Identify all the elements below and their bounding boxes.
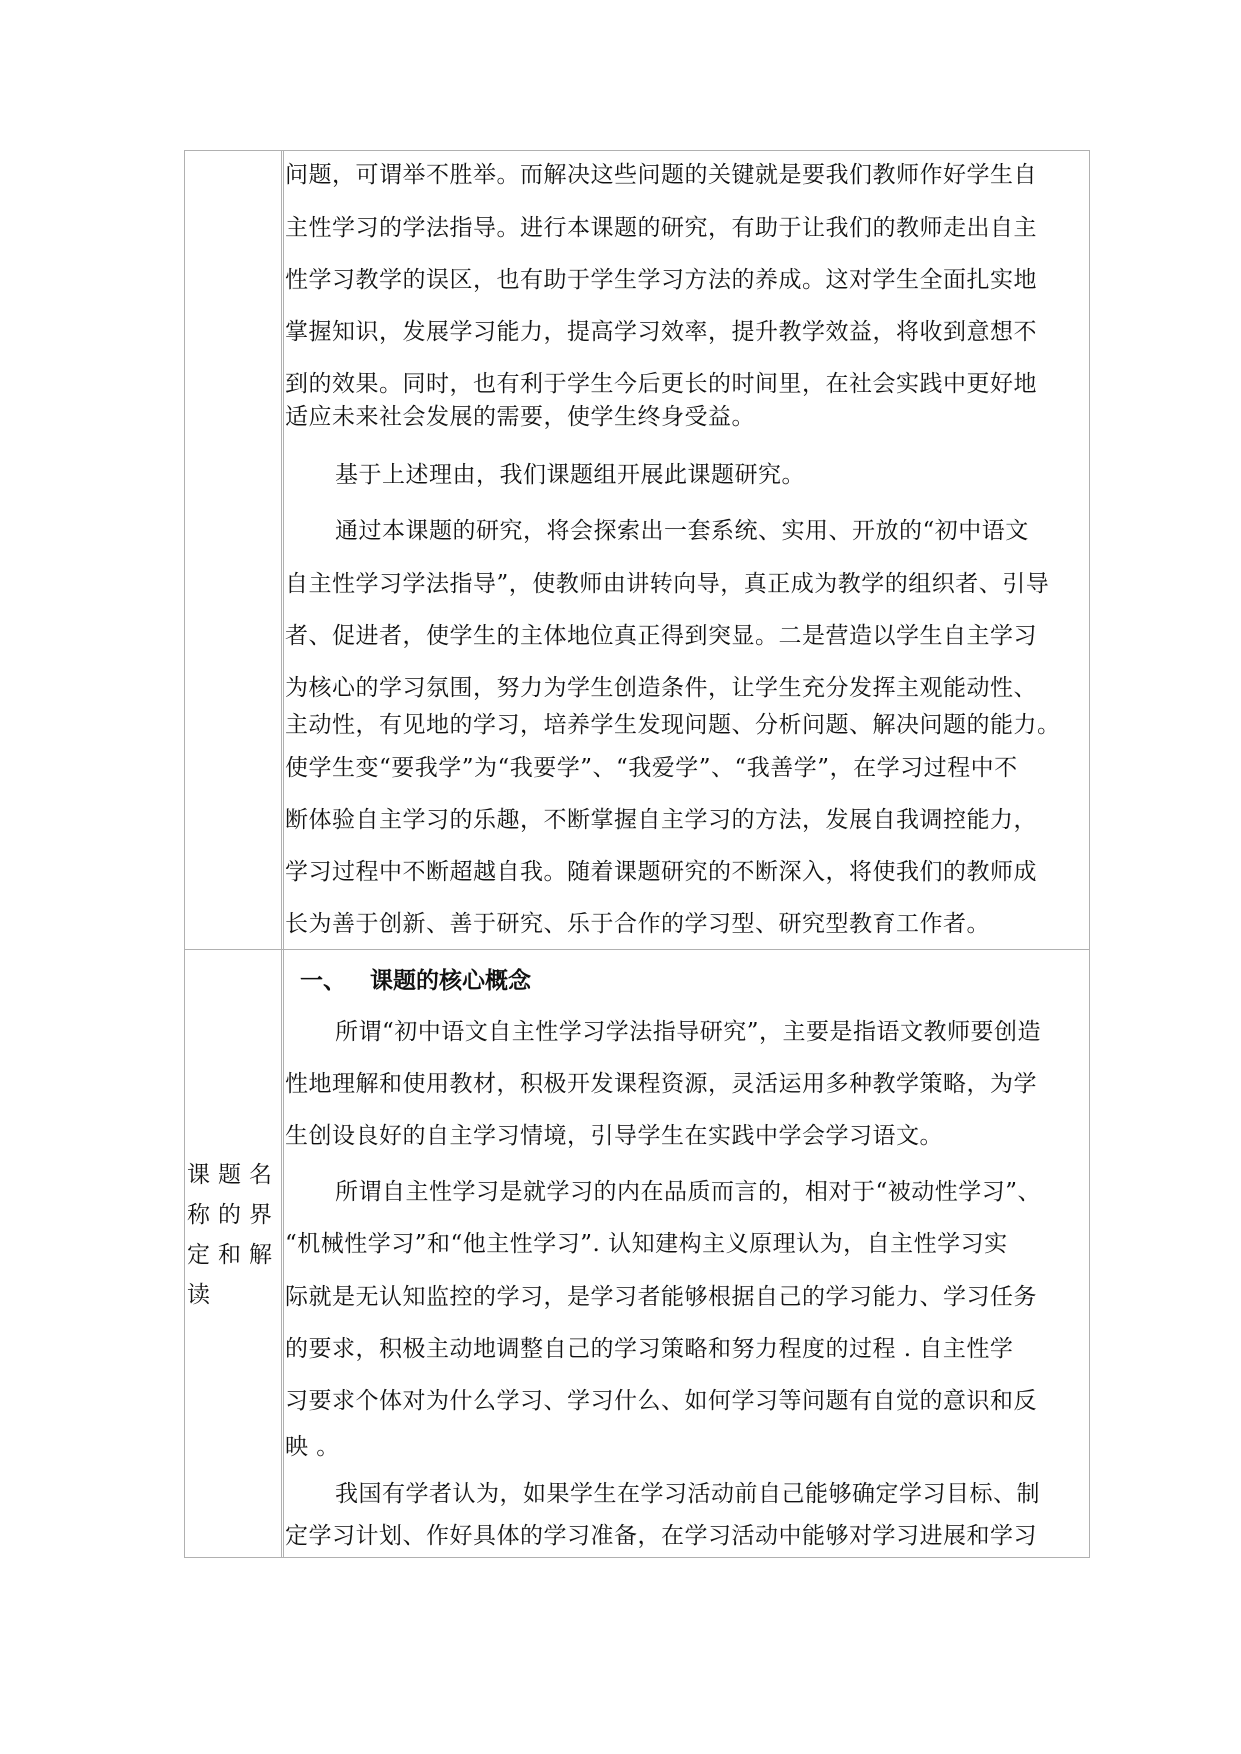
paragraph-line: 适应未来社会发展的需要，使学生终身受益。	[285, 404, 755, 430]
row-label-line: 读	[187, 1282, 218, 1308]
paragraph-line: 到的效果。同时，也有利于学生今后更长的时间里，在社会实践中更好地	[285, 371, 1037, 397]
section-heading	[300, 962, 531, 995]
paragraph-line: 生创设良好的自主学习情境，引导学生在实践中学会学习语文。	[285, 1123, 943, 1149]
row-label	[187, 1160, 283, 1310]
row-divider	[184, 949, 1090, 950]
paragraph-line: 长为善于创新、善于研究、乐于合作的学习型、研究型教育工作者。	[285, 911, 990, 937]
paragraph-line: 所谓自主性学习是就学习的内在品质而言的，相对于“被动性学习”、	[335, 1179, 1042, 1205]
paragraph-line: 主动性，有见地的学习，培养学生发现问题、分析问题、解决问题的能力。	[285, 712, 1061, 738]
paragraph-line: “机械性学习”和“他主性学习”. 认知建构主义原理认为，自主性学习实	[285, 1231, 1008, 1257]
paragraph-line: 掌握知识，发展学习能力，提高学习效率，提升教学效益，将收到意想不	[285, 319, 1037, 345]
paragraph-line: 定学习计划、作好具体的学习准备，在学习活动中能够对学习进展和学习	[285, 1523, 1037, 1549]
table-top-border	[184, 150, 1090, 151]
column-divider-inner	[283, 150, 284, 1558]
section-title: 课题的核心概念	[370, 968, 531, 994]
paragraph-line: 际就是无认知监控的学习，是学习者能够根据自己的学习能力、学习任务	[285, 1284, 1037, 1310]
paragraph-line: 所谓“初中语文自主性学习学法指导研究”，主要是指语文教师要创造	[335, 1019, 1042, 1045]
row-label-line: 称的界	[187, 1202, 280, 1228]
paragraph-line: 自主性学习学法指导”，使教师由讲转向导，真正成为教学的组织者、引导	[285, 571, 1050, 597]
table-right-border	[1089, 150, 1090, 1558]
paragraph-line: 问题，可谓举不胜举。而解决这些问题的关键就是要我们教师作好学生自	[285, 162, 1037, 188]
paragraph-line: 映 。	[285, 1434, 340, 1460]
paragraph-line: 主性学习的学法指导。进行本课题的研究，有助于让我们的教师走出自主	[285, 215, 1037, 241]
paragraph-line: 性地理解和使用教材，积极开发课程资源，灵活运用多种教学策略，为学	[285, 1071, 1037, 1097]
paragraph-line: 学习过程中不断超越自我。随着课题研究的不断深入，将使我们的教师成	[285, 859, 1037, 885]
paragraph-line: 性学习教学的误区，也有助于学生学习方法的养成。这对学生全面扎实地	[285, 267, 1037, 293]
paragraph-line: 使学生变“要我学”为“我要学”、“我爱学”、“我善学”，在学习过程中不	[285, 755, 1018, 781]
table-bottom-border	[184, 1557, 1090, 1558]
paragraph-line: 我国有学者认为，如果学生在学习活动前自己能够确定学习目标、制	[335, 1481, 1040, 1507]
paragraph-line: 通过本课题的研究，将会探索出一套系统、实用、开放的“初中语文	[335, 518, 1029, 544]
row-label-line: 课题名	[187, 1162, 280, 1188]
paragraph-line: 基于上述理由，我们课题组开展此课题研究。	[335, 462, 805, 488]
paragraph-line: 断体验自主学习的乐趣，不断掌握自主学习的方法，发展自我调控能力，	[285, 807, 1037, 833]
paragraph-line: 习要求个体对为什么学习、学习什么、如何学习等问题有自觉的意识和反	[285, 1388, 1037, 1414]
table-left-border	[184, 150, 185, 1558]
paragraph-line: 者、促进者，使学生的主体地位真正得到突显。二是营造以学生自主学习	[285, 623, 1037, 649]
row-label-line: 定和解	[187, 1242, 280, 1268]
column-divider-outer	[281, 150, 282, 1558]
paragraph-line: 为核心的学习氛围，努力为学生创造条件，让学生充分发挥主观能动性、	[285, 675, 1037, 701]
section-number: 一、	[300, 968, 346, 994]
paragraph-line: 的要求，积极主动地调整自己的学习策略和努力程度的过程 . 自主性学	[285, 1336, 1014, 1362]
